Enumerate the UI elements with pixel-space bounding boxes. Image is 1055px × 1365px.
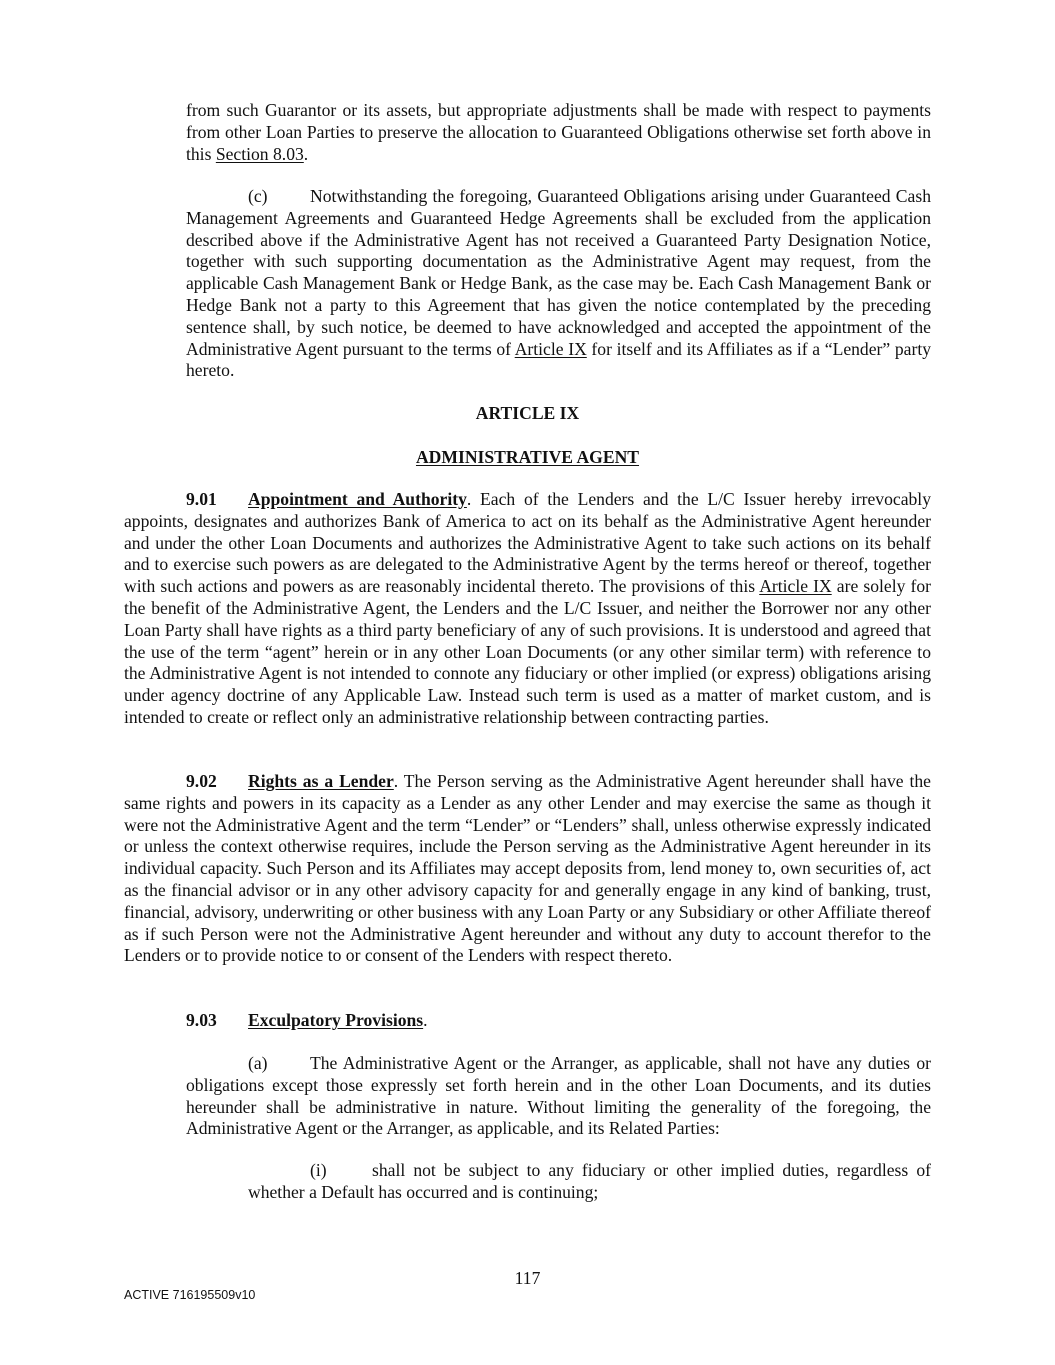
section-9-01 — [124, 489, 931, 729]
page-number: 117 — [514, 1268, 541, 1288]
document-id: ACTIVE 716195509v10 — [124, 1288, 256, 1302]
paragraph-i — [248, 1160, 931, 1204]
section-number: 9.03 — [186, 1010, 217, 1030]
article-heading: ARTICLE IX — [475, 403, 580, 423]
clause-marker: (a) — [248, 1053, 268, 1073]
article-title: ADMINISTRATIVE AGENT — [415, 447, 640, 467]
clause-marker: (i) — [310, 1160, 327, 1180]
section-9-03 — [124, 1010, 931, 1032]
section-number: 9.01 — [186, 489, 217, 509]
punctuation: . — [303, 143, 309, 164]
paragraph-text: . Each of the Lenders and the L/C Issuer hereby irrevocably appoints, designates and authorizes Bank of America to act on its behalf as the Administrative Agent hereunder and under the other Loan Documents and authorizes the Administrative Agent to take such actions on its behalf and to exercise such powers as are delegated to the Administrative Agent by the terms hereof or thereof, together with such actions and powers as are reasonably incidental thereto. The provisions of this — [124, 489, 931, 597]
paragraph-a — [186, 1053, 931, 1140]
paragraph-text: The Administrative Agent or the Arranger, as applicable, shall not have any duties or obligations except those expressly set forth herein and in the other Loan Documents, and its duties hereunder shall be administrative in nature. Without limiting the generality of the foregoing, the Administrative Agent or the Arranger, as applicable, and its Related Parties: — [186, 1053, 931, 1139]
paragraph-text: . The Person serving as the Administrative Agent hereunder shall have the same rights and powers in its capacity as a Lender as any other Lender and may exercise the same as though it were not the Administrative Agent and the term “Lender” or “Lenders” shall, unless otherwise expressly indicated or unless the context otherwise requires, include the Person serving as the Administrative Agent hereunder in its individual capacity. Such Person and its Affiliates may accept deposits from, lend money to, own securities of, act as the financial advisor or in any other advisory capacity for and generally engage in any kind of banking, trust, financial, advisory, underwriting or other business with any Loan Party or any Subsidiary or other Affiliate thereof as if such Person were not the Administrative Agent hereunder and without any duty to account therefor to the Lenders or to provide notice to or consent of the Lenders with respect thereto. — [124, 771, 931, 966]
section-number: 9.02 — [186, 771, 217, 791]
punctuation: . — [423, 1010, 428, 1030]
article-reference-link[interactable]: Article IX — [759, 576, 832, 597]
section-heading: Exculpatory Provisions — [248, 1010, 424, 1030]
paragraph-text: for itself and its Affiliates as if a “Lender” party hereto. — [186, 338, 932, 381]
section-9-02 — [124, 771, 931, 967]
paragraph-c — [186, 186, 931, 382]
section-reference-link[interactable]: Section 8.03 — [215, 143, 304, 164]
paragraph-text: Notwithstanding the foregoing, Guaranteed Obligations arising under Guaranteed Cash Management Agreements and Guaranteed Hedge Agreements shall be excluded from the application described above if the Administrative Agent has not received a Guaranteed Party Designation Notice, together with such supporting documentation as the Administrative Agent may request, from the applicable Cash Management Bank or Hedge Bank, as the case may be. Each Cash Management Bank or Hedge Bank not a party to this Agreement that has given the notice contemplated by the preceding sentence shall, by such notice, be deemed to have acknowledged and accepted the appointment of the Administrative Agent pursuant to the terms of — [186, 186, 931, 359]
clause-marker: (c) — [248, 186, 268, 206]
paragraph-text: shall not be subject to any fiduciary or other implied duties, regardless of whether a Default has occurred and is continuing; — [248, 1160, 931, 1202]
paragraph-text: from such Guarantor or its assets, but appropriate adjustments shall be made with respect to payments from other Loan Parties to preserve the allocation to Guaranteed Obligations otherwise set forth above in this — [186, 100, 931, 164]
section-heading: Appointment and Authority — [248, 489, 467, 509]
section-heading: Rights as a Lender — [248, 771, 394, 791]
article-reference-link[interactable]: Article IX — [514, 338, 587, 359]
paragraph-text: are solely for the benefit of the Administrative Agent, the Lenders and the L/C Issuer, and neither the Borrower nor any other Loan Party shall have rights as a third party beneficiary of any of such provisions. It is understood and agreed that the use of the term “agent” herein or in any other Loan Documents (or any other similar term) with reference to the Administrative Agent is not intended to connote any fiduciary or other implied (or express) obligations arising under agency doctrine of any Applicable Law. Instead such term is used as a matter of market custom, and is intended to create or reflect only an administrative relationship between contracting parties. — [124, 576, 931, 727]
paragraph-continuation — [186, 100, 931, 165]
